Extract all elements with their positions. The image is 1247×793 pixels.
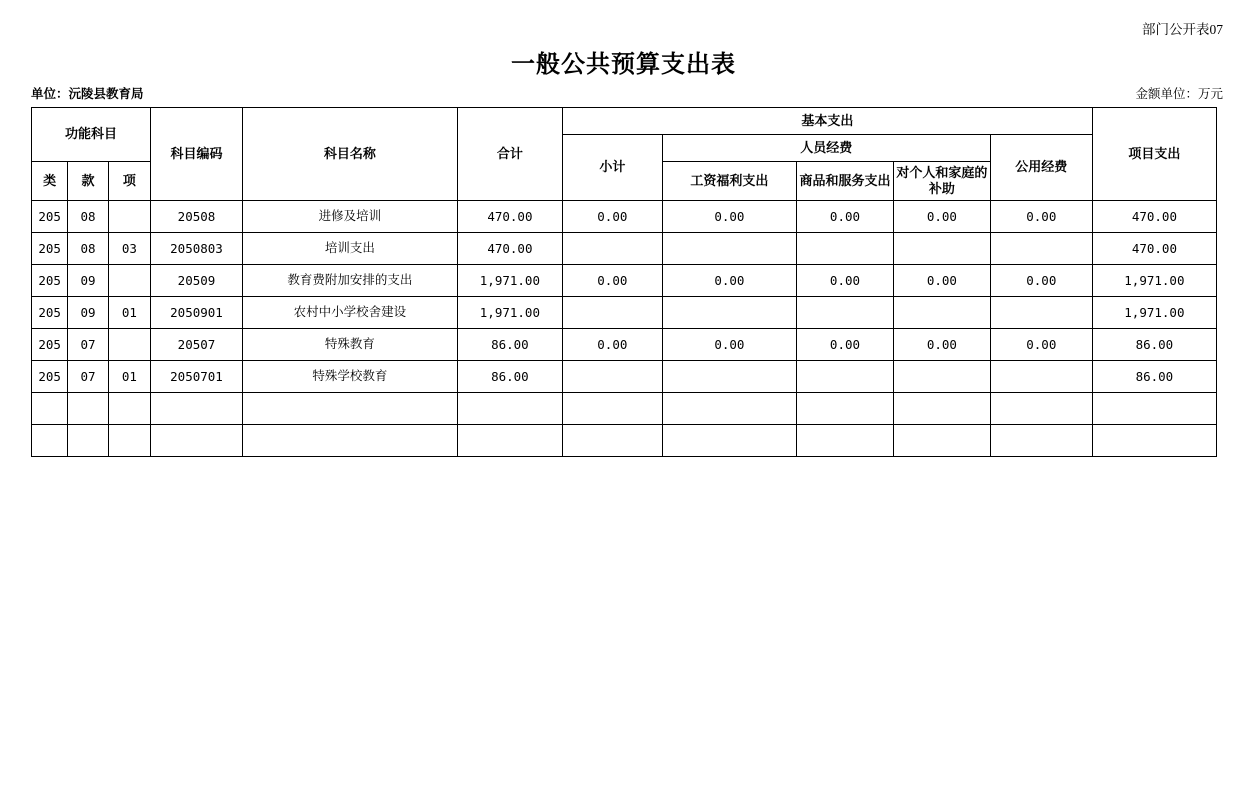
cell-public-expense [990,393,1092,425]
cell-kuan: 09 [68,297,108,329]
cell-total [457,393,562,425]
page-title: 一般公共预算支出表 [511,52,736,78]
cell-code [151,393,243,425]
header-subject-name: 科目名称 [242,108,457,201]
cell-name: 特殊教育 [242,329,457,361]
cell-wage-welfare [662,425,796,457]
cell-kuan: 09 [68,265,108,297]
cell-wage-welfare: 0.00 [662,329,796,361]
cell-kuan [68,393,108,425]
cell-personal-family-subsidy [893,297,990,329]
header-lei: 类 [32,162,68,201]
cell-total: 1,971.00 [457,297,562,329]
cell-code: 2050901 [151,297,243,329]
cell-code: 20508 [151,201,243,233]
cell-project: 86.00 [1092,361,1216,393]
table-row [32,297,1217,329]
cell-lei [32,425,68,457]
table-row [32,361,1217,393]
cell-personal-family-subsidy [893,361,990,393]
cell-xiang: 01 [108,361,150,393]
cell-personal-family-subsidy [893,233,990,265]
cell-project [1092,393,1216,425]
header-personnel-expense: 人员经费 [662,135,990,162]
cell-name: 培训支出 [242,233,457,265]
budget-expenditure-table [31,107,1217,457]
cell-subtotal [562,393,662,425]
cell-xiang: 01 [108,297,150,329]
cell-name: 农村中小学校舍建设 [242,297,457,329]
table-row [32,329,1217,361]
cell-lei: 205 [32,361,68,393]
cell-xiang [108,425,150,457]
cell-name [242,425,457,457]
header-function-subject: 功能科目 [32,108,151,162]
cell-subtotal: 0.00 [562,329,662,361]
header-subtotal: 小计 [562,135,662,201]
cell-project: 470.00 [1092,233,1216,265]
cell-lei [32,393,68,425]
cell-total: 470.00 [457,201,562,233]
cell-project [1092,425,1216,457]
cell-lei: 205 [32,233,68,265]
cell-personal-family-subsidy [893,425,990,457]
table-row [32,265,1217,297]
header-total: 合计 [457,108,562,201]
cell-goods-services [797,361,894,393]
cell-name [242,393,457,425]
cell-public-expense [990,233,1092,265]
table-row [32,425,1217,457]
cell-personal-family-subsidy [893,393,990,425]
cell-lei: 205 [32,201,68,233]
cell-code [151,425,243,457]
cell-wage-welfare: 0.00 [662,201,796,233]
cell-kuan: 07 [68,329,108,361]
header-personal-family-subsidy: 对个人和家庭的补助 [893,162,990,201]
cell-subtotal: 0.00 [562,265,662,297]
cell-total: 86.00 [457,329,562,361]
amount-unit-label: 金额单位：万元 [1135,87,1223,101]
cell-subtotal [562,425,662,457]
cell-name: 教育费附加安排的支出 [242,265,457,297]
cell-subtotal [562,297,662,329]
cell-personal-family-subsidy: 0.00 [893,201,990,233]
cell-kuan: 08 [68,201,108,233]
table-body [32,201,1217,457]
cell-kuan: 08 [68,233,108,265]
cell-lei: 205 [32,329,68,361]
cell-public-expense [990,361,1092,393]
cell-public-expense [990,297,1092,329]
cell-public-expense: 0.00 [990,329,1092,361]
cell-public-expense [990,425,1092,457]
form-code-label: 部门公开表07 [1142,22,1223,37]
cell-wage-welfare [662,297,796,329]
cell-goods-services [797,425,894,457]
cell-personal-family-subsidy: 0.00 [893,265,990,297]
cell-code: 20509 [151,265,243,297]
cell-public-expense: 0.00 [990,201,1092,233]
cell-goods-services: 0.00 [797,329,894,361]
cell-total: 1,971.00 [457,265,562,297]
header-project-expenditure: 项目支出 [1092,108,1216,201]
table-row [32,201,1217,233]
table-row [32,393,1217,425]
cell-wage-welfare: 0.00 [662,265,796,297]
cell-goods-services [797,393,894,425]
cell-project: 470.00 [1092,201,1216,233]
cell-code: 2050701 [151,361,243,393]
header-subject-code: 科目编码 [151,108,243,201]
cell-public-expense: 0.00 [990,265,1092,297]
cell-project: 86.00 [1092,329,1216,361]
cell-xiang: 03 [108,233,150,265]
cell-total: 86.00 [457,361,562,393]
cell-total [457,425,562,457]
header-goods-services: 商品和服务支出 [797,162,894,201]
cell-lei: 205 [32,297,68,329]
header-wage-welfare: 工资福利支出 [662,162,796,201]
cell-kuan [68,425,108,457]
cell-goods-services: 0.00 [797,265,894,297]
cell-wage-welfare [662,233,796,265]
cell-wage-welfare [662,393,796,425]
cell-name: 特殊学校教育 [242,361,457,393]
cell-subtotal: 0.00 [562,201,662,233]
table-header [32,108,1217,201]
header-public-expense: 公用经费 [990,135,1092,201]
cell-goods-services: 0.00 [797,201,894,233]
cell-xiang [108,329,150,361]
cell-code: 2050803 [151,233,243,265]
cell-xiang [108,265,150,297]
header-basic-expenditure: 基本支出 [562,108,1092,135]
cell-kuan: 07 [68,361,108,393]
cell-personal-family-subsidy: 0.00 [893,329,990,361]
cell-xiang [108,201,150,233]
cell-code: 20507 [151,329,243,361]
cell-total: 470.00 [457,233,562,265]
header-kuan: 款 [68,162,108,201]
unit-name-label: 单位：沅陵县教育局 [31,87,144,101]
cell-goods-services [797,233,894,265]
cell-project: 1,971.00 [1092,265,1216,297]
cell-project: 1,971.00 [1092,297,1216,329]
cell-name: 进修及培训 [242,201,457,233]
cell-subtotal [562,361,662,393]
cell-xiang [108,393,150,425]
cell-subtotal [562,233,662,265]
cell-lei: 205 [32,265,68,297]
header-xiang: 项 [108,162,150,201]
table-row [32,233,1217,265]
cell-goods-services [797,297,894,329]
cell-wage-welfare [662,361,796,393]
